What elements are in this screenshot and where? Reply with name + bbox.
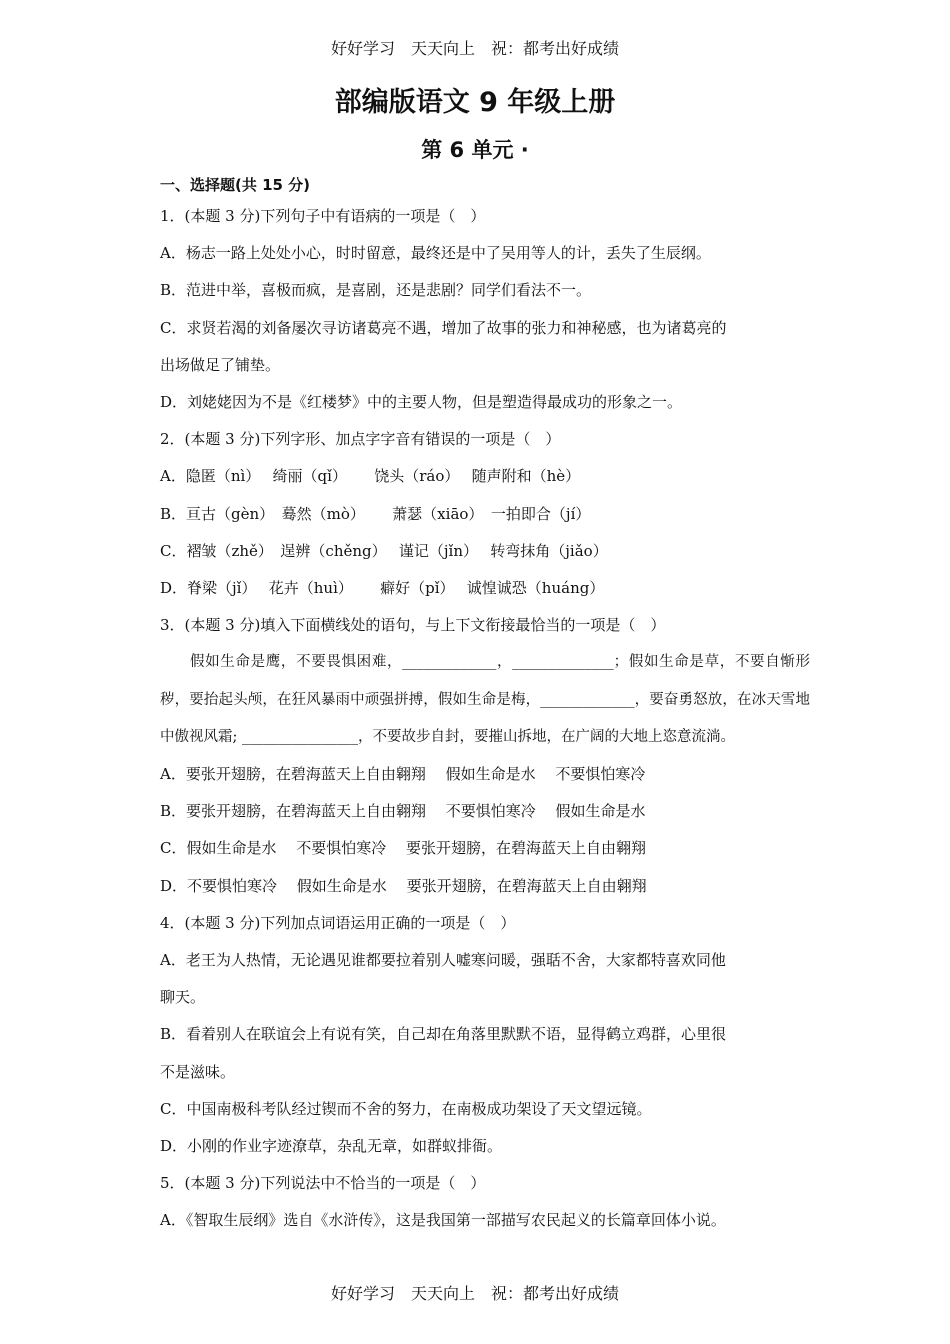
question-4-option-c: C．中国南极科考队经过锲而不舍的努力，在南极成功架设了天文望远镜。 <box>160 1099 652 1118</box>
question-3-option-d: D．不要惧怕寒冷 假如生命是水 要张开翅膀，在碧海蓝天上自由翱翔 <box>160 876 647 895</box>
question-4-option-a-cont: 聊天。 <box>160 988 206 1007</box>
section-heading: 一、选择题(共 15 分) <box>160 176 311 194</box>
question-3-option-c: C．假如生命是水 不要惧怕寒冷 要张开翅膀，在碧海蓝天上自由翱翔 <box>160 839 647 858</box>
question-1-option-d: D．刘姥姥因为不是《红楼梦》中的主要人物，但是塑造得最成功的形象之一。 <box>160 393 683 412</box>
question-4-option-b-cont: 不是滋味。 <box>160 1062 236 1081</box>
question-4-option-a: A．老王为人热情，无论遇见谁都要拉着别人嘘寒问暖，强聒不舍，大家都特喜欢同他 <box>160 951 726 970</box>
question-4-option-b: B．看着别人在联谊会上有说有笑，自己却在角落里默默不语，显得鹤立鸡群，心里很 <box>160 1025 727 1044</box>
question-2-option-c: C．褶皱（zhě） 逞辨（chěng） 谨记（jǐn） 转弯抹角（jiǎo） <box>160 541 608 560</box>
document-title: 部编版语文 9 年级上册 <box>334 87 616 118</box>
question-1-option-c-cont: 出场做足了铺垫。 <box>160 355 281 374</box>
question-5-option-a: A．《智取生辰纲》选自《水浒传》，这是我国第一部描写农民起义的长篇章回体小说。 <box>160 1211 726 1230</box>
question-4-stem: 4．(本题 3 分)下列加点词语运用正确的一项是（ ） <box>160 913 516 932</box>
question-3-passage: 假如生命是鹰，不要畏惧困难，_____________，______________；假如生命是草，不要自惭形秽，要抬起头颅，在狂风暴雨中顽强拼搏，假如生命是梅，_____________，要奋勇怒放，在冰天雪地中傲视风霜; ________________，不要故步自封，要摧山拆地，在广阔的大地上恣意流淌。 <box>160 654 810 745</box>
question-1-option-c: C．求贤若渴的刘备屡次寻访诸葛亮不遇，增加了故事的张力和神秘感，也为诸葛亮的 <box>160 318 727 337</box>
question-5-stem: 5．(本题 3 分)下列说法中不恰当的一项是（ ） <box>160 1174 486 1193</box>
question-1-stem: 1．(本题 3 分)下列句子中有语病的一项是（ ） <box>160 207 486 225</box>
question-4-option-d: D．小刚的作业字迹潦草，杂乱无章，如群蚁排衙。 <box>160 1137 503 1156</box>
document-subtitle: 第 6 单元 · <box>421 138 529 162</box>
question-2-option-a: A．隐匿（nì） 绮丽（qǐ） 饶头（ráo） 随声附和（hè） <box>160 467 581 486</box>
question-2-stem: 2．(本题 3 分)下列字形、加点字字音有错误的一项是（ ） <box>160 430 561 449</box>
question-3-stem: 3．(本题 3 分)填入下面横线处的语句，与上下文衔接最恰当的一项是（ ） <box>160 616 666 635</box>
question-2-option-b: B．亘古（gèn） 蓦然（mò） 萧瑟（xiāo） 一拍即合（jí） <box>160 504 591 523</box>
question-2-option-d: D．脊梁（jǐ） 花卉（huì） 癖好（pǐ） 诚惶诚恐（huáng） <box>160 579 605 598</box>
question-3-option-a: A．要张开翅膀，在碧海蓝天上自由翱翔 假如生命是水 不要惧怕寒冷 <box>160 765 646 784</box>
question-1-option-a: A．杨志一路上处处小心，时时留意，最终还是中了吴用等人的计，丢失了生辰纲。 <box>160 244 711 263</box>
question-1-option-b: B．范进中举，喜极而疯，是喜剧，还是悲剧？同学们看法不一。 <box>160 281 592 300</box>
document-body <box>160 172 810 1240</box>
question-3-option-b: B．要张开翅膀，在碧海蓝天上自由翱翔 不要惧怕寒冷 假如生命是水 <box>160 802 646 821</box>
page-header: 好好学习 天天向上 祝：都考出好成绩 <box>330 39 619 58</box>
page-footer: 好好学习 天天向上 祝：都考出好成绩 <box>330 1284 619 1303</box>
